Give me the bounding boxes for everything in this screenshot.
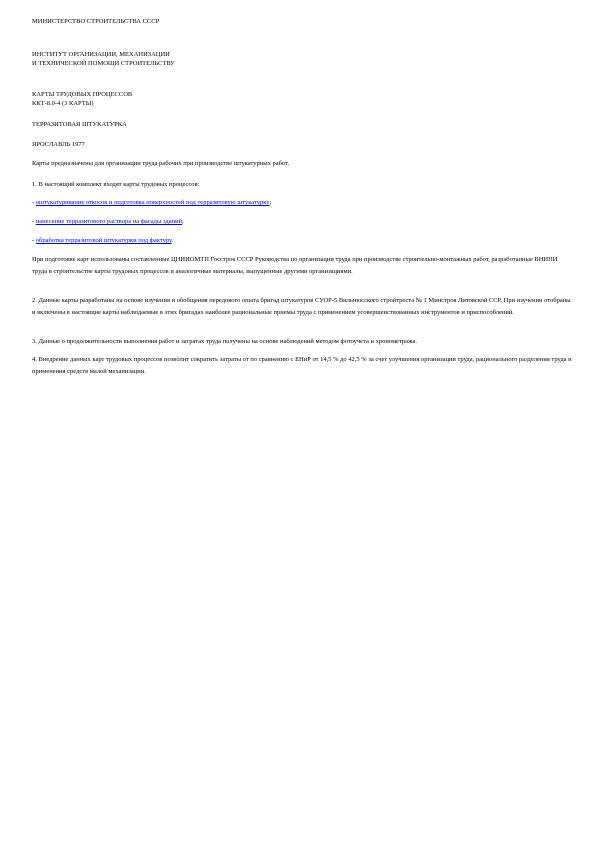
process-card-link[interactable]: нанесение терразитового раствора на фасады зданий <box>35 218 183 225</box>
list-item-punctuation: . <box>171 237 174 244</box>
list-item-dash: - <box>32 237 36 244</box>
item1-intro: 1. В настоящий комплект входят карты трудовых процессов: <box>32 181 200 188</box>
list-item-dash: - <box>32 199 36 206</box>
paragraph-2: 2. Данные карты разработаны на основе изучения и обобщения передового опыта бригад штукатуров СУОР-5 Вильнюсского стройтреста № 1 Минстроя Литовской ССР. При изучении отобраны и включены в настоящие карты наблюдаемые в этих бригадах наиболее рациональные приемы труда с применением усовершенствованных инструментов и приспособлений. <box>32 297 571 316</box>
institute-heading-line1: ИНСТИТУТ ОРГАНИЗАЦИИ, МЕХАНИЗАЦИИ <box>32 51 170 58</box>
process-list-item <box>32 198 271 207</box>
document-subject: ТЕРРАЗИТОВАЯ ШТУКАТУРКА <box>32 121 127 128</box>
process-list-item <box>32 236 173 245</box>
paragraph-4: 4. Внедрение данных карт трудовых процессов позволит сократить затраты от по сравнению с ЕНиР от 14,5 % до 42,5 % за счет улучшения организации труда, рационального разделения труда и применения средств малой механизации. <box>32 356 572 375</box>
paragraph-3: 3. Данные о продолжительности выполнения работ и затратах труда получены на основе наблюдений методом фотоучета и хронометража. <box>32 338 417 345</box>
list-item-punctuation: ; <box>269 199 272 206</box>
place-and-year: ЯРОСЛАВЛЬ 1977 <box>32 141 85 148</box>
intro-paragraph: Карты предназначены для организации труда рабочих при производстве штукатурных работ. <box>32 160 290 167</box>
list-item-dash: - <box>32 218 36 225</box>
process-card-link[interactable]: оштукатуривание откосов и подготовка поверхностей под терразитовую штукатурку <box>35 199 270 206</box>
document-title-line2: ККТ-8.0-4 (3 КАРТЫ) <box>32 100 94 107</box>
process-card-link[interactable]: обработка терразитовой штукатурки под фактуру <box>35 237 172 244</box>
document-title-line1: КАРТЫ ТРУДОВЫХ ПРОЦЕССОВ <box>32 91 133 98</box>
ministry-heading: МИНИСТЕРСТВО СТРОИТЕЛЬСТВА СССР <box>32 18 160 25</box>
process-list-item <box>32 217 184 226</box>
institute-heading-line2: И ТЕХНИЧЕСКОЙ ПОМОЩИ СТРОИТЕЛЬСТВУ <box>32 60 175 67</box>
list-item-punctuation: ; <box>182 218 184 225</box>
preparation-paragraph: При подготовке карт использованы составленные ЦНИИОМТП Госстроя СССР Руководства по организации труда при производстве строительно-монтажных работ, разработанные ВНИПИ труда в строительстве карты трудовых процессов и аналогичные материалы, выпущенные другими организациями. <box>32 256 558 275</box>
